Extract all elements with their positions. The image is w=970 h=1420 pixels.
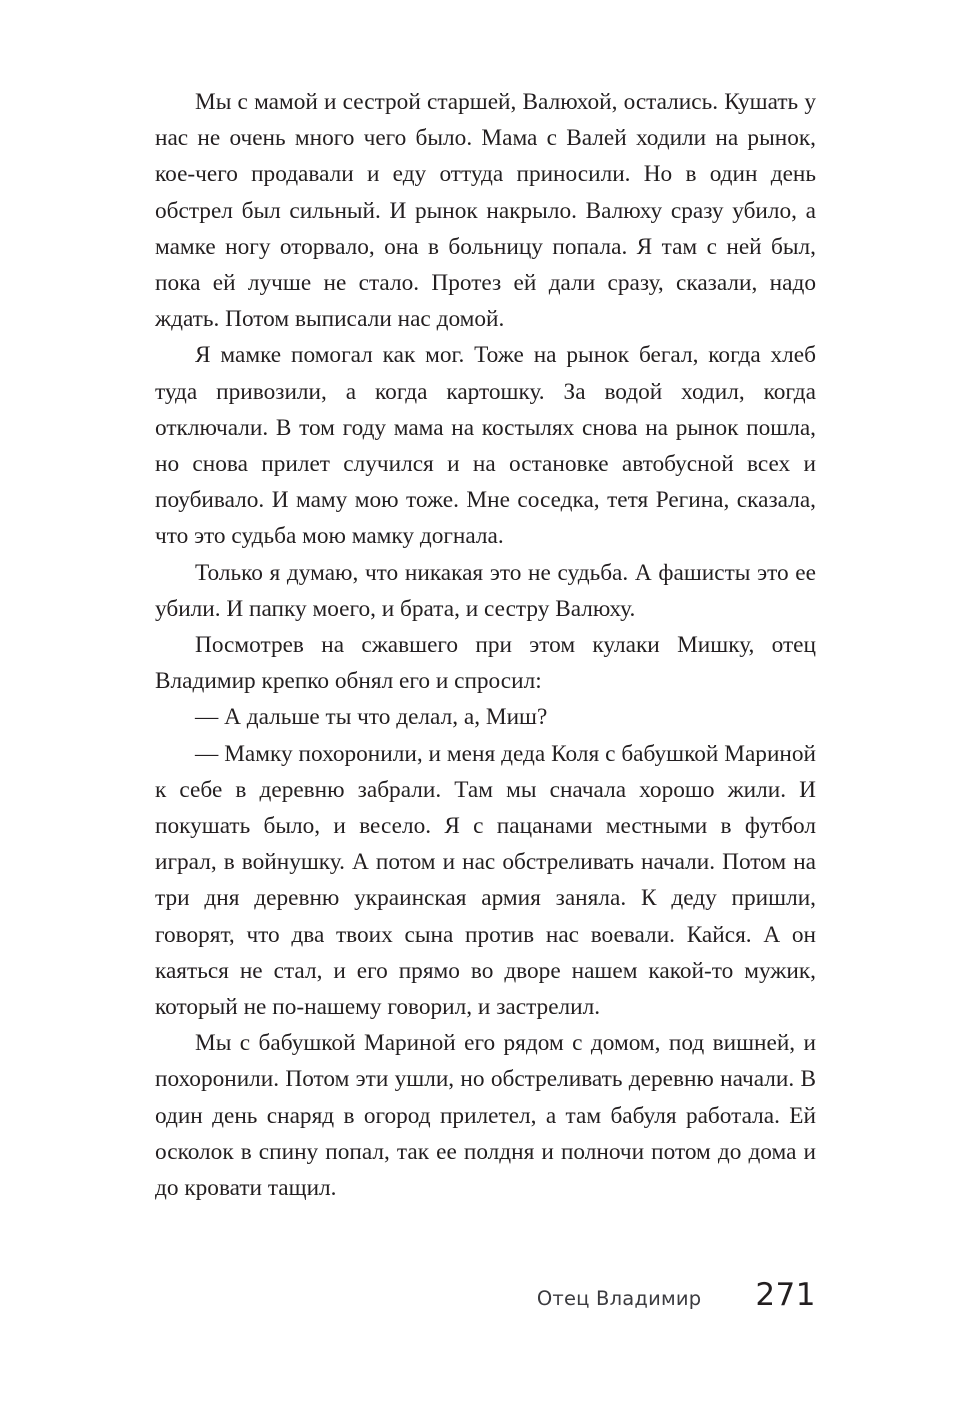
page-body-text: [155, 84, 816, 1206]
page-number: 271: [755, 1277, 816, 1313]
dialogue-line: — Мамку похоронили, и меня деда Коля с бабушкой Мариной к себе в деревню забрали. Там мы сначала хорошо жили. И покушать было, и весело. Я с пацанами местными в футбол играл, в войнушку. А потом и нас обстреливать начали. Потом на три дня деревню украинская армия заняла. К деду пришли, говорят, что два твоих сына против нас воевали. Кайся. А он каяться не стал, и его прямо во дворе нашем какой-то мужик, который не по-нашему говорил, и застрелил.: [155, 740, 816, 1021]
body-paragraph: Мы с бабушкой Мариной его рядом с домом, под вишней, и похоронили. Потом эти ушли, но обстреливать деревню начали. В один день снаряд в огород прилетел, а там бабуля работала. Ей осколок в спину попал, так ее полдня и полночи потом до дома и до кровати тащил.: [155, 1030, 816, 1202]
body-paragraph: Я мамке помогал как мог. Тоже на рынок бегал, когда хлеб туда привозили, а когда картошку. За водой ходил, когда отключали. В том году мама на костылях снова на рынок пошла, но снова прилет случился и на остановке автобусной всех и поубивало. И маму мою тоже. Мне соседка, тетя Регина, сказала, что это судьба мою мамку догнала.: [155, 342, 816, 550]
dialogue-line: — А дальше ты что делал, а, Миш?: [195, 704, 548, 731]
running-head: Отец Владимир: [536, 1287, 702, 1310]
page-footer: [155, 1277, 816, 1323]
body-paragraph: Только я думаю, что никакая это не судьба. А фашисты это ее убили. И папку моего, и брата, и сестру Валюху.: [155, 559, 816, 622]
body-paragraph: Мы с мамой и сестрой старшей, Валюхой, остались. Кушать у нас не очень много чего было. Мама с Валей ходили на рынок, кое-чего продавали и еду оттуда приносили. Но в один день обстрел был сильный. И рынок накрыло. Валюху сразу убило, а мамке ногу оторвало, она в больницу попала. Я там с ней был, пока ей лучше не стало. Протез ей дали сразу, сказали, надо ждать. Потом выписали нас домой.: [155, 89, 816, 333]
body-paragraph: Посмотрев на сжавшего при этом кулаки Мишку, отец Владимир крепко обнял его и спросил:: [155, 632, 816, 695]
